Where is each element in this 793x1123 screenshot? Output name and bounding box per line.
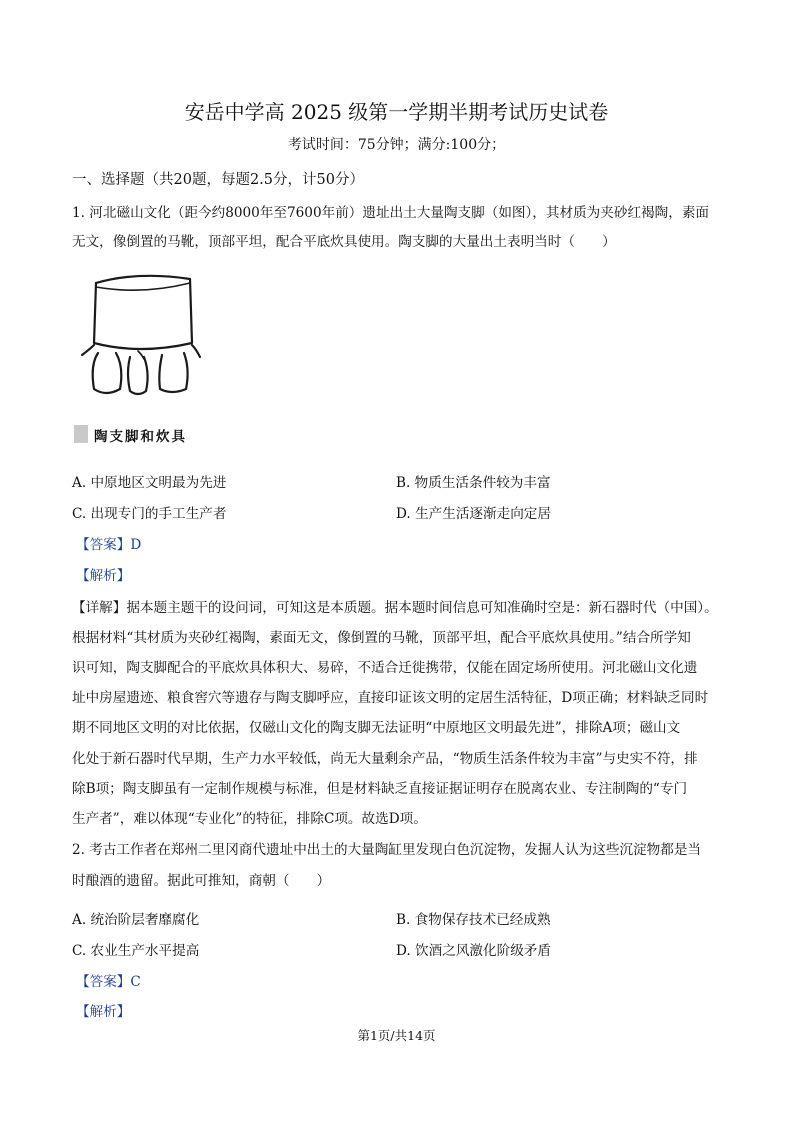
q2-option-c[interactable]: C. 农业生产水平提高 bbox=[72, 943, 200, 959]
q1-analysis-label: 【解析】 bbox=[76, 568, 131, 584]
q2-answer: 【答案】C bbox=[76, 974, 141, 990]
q2-option-a[interactable]: A. 统治阶层奢靡腐化 bbox=[72, 912, 200, 928]
q1-detail-line-6: 化处于新石器时代早期，生产力水平较低，尚无大量剩余产品，“物质生活条件较为丰富”与史实不符，排 bbox=[72, 751, 698, 767]
pottery-support-drawing bbox=[72, 265, 232, 425]
q1-stem-line-2: 无文，像倒置的马靴，顶部平坦，配合平底炊具使用。陶支脚的大量出土表明当时（ ） bbox=[72, 234, 616, 250]
exam-info: 考试时间：75分钟；满分:100分； bbox=[287, 137, 506, 153]
q1-detail-line-2: 根据材料“其材质为夹砂红褐陶，素面无文，像倒置的马靴，顶部平坦，配合平底炊具使用。”结合所学知 bbox=[72, 630, 691, 646]
page-title: 安岳中学高 2025 级第一学期半期考试历史试卷 bbox=[184, 100, 609, 124]
q1-answer: 【答案】D bbox=[76, 537, 142, 553]
q1-option-d[interactable]: D. 生产生活逐渐走向定居 bbox=[396, 506, 551, 522]
q1-detail-line-4: 址中房屋遗迹、粮食窖穴等遗存与陶支脚呼应，直接印证该文明的定居生活特征，D项正确；材料缺乏同时 bbox=[72, 690, 709, 706]
q2-option-d[interactable]: D. 饮酒之风激化阶级矛盾 bbox=[396, 943, 551, 959]
q1-option-a[interactable]: A. 中原地区文明最为先进 bbox=[72, 475, 227, 491]
q2-stem-line-1: 2. 考古工作者在郑州二里冈商代遗址中出土的大量陶缸里发现白色沉淀物，发掘人认为这些沉淀物都是当 bbox=[72, 842, 702, 858]
q2-analysis-label: 【解析】 bbox=[76, 1004, 131, 1020]
q1-detail-line-3: 识可知，陶支脚配合的平底炊具体积大、易碎，不适合迁徙携带，仅能在固定场所使用。河北磁山文化遗 bbox=[72, 660, 698, 676]
q1-stem-line-1: 1. 河北磁山文化（距今约8000年至7600年前）遗址出土大量陶支脚（如图），其材质为夹砂红褐陶，素面 bbox=[72, 205, 710, 221]
section-heading: 一、选择题（共20题，每题2.5分，计50分） bbox=[72, 172, 364, 188]
q1-detail-line-5: 期不同地区文明的对比依据，仅磁山文化的陶支脚无法证明“中原地区文明最先进”，排除A项；磁山文 bbox=[72, 720, 681, 736]
q2-stem-line-2: 时酿酒的遗留。据此可推知，商朝（ ） bbox=[72, 873, 331, 889]
pottery-support-figure bbox=[72, 265, 232, 460]
q1-detail-line-1: 【详解】据本题主题干的设问词，可知这是本质题。据本题时间信息可知准确时空是：新石器时代（中国）。 bbox=[72, 600, 718, 616]
q1-detail-line-8: 生产者”，难以体现“专业化”的特征，排除C项。故选D项。 bbox=[72, 811, 427, 827]
figure-caption: 陶支脚和炊具 bbox=[94, 429, 187, 445]
q1-option-c[interactable]: C. 出现专门的手工生产者 bbox=[72, 506, 227, 522]
q1-detail-line-7: 除B项；陶支脚虽有一定制作规模与标准，但是材料缺乏直接证据证明存在脱离农业、专注制陶的“专门 bbox=[72, 781, 688, 797]
page-number: 第1页/共14页 bbox=[357, 1028, 436, 1043]
q1-option-b[interactable]: B. 物质生活条件较为丰富 bbox=[396, 475, 551, 491]
blurred-mark bbox=[74, 425, 88, 443]
q2-option-b[interactable]: B. 食物保存技术已经成熟 bbox=[396, 912, 551, 928]
